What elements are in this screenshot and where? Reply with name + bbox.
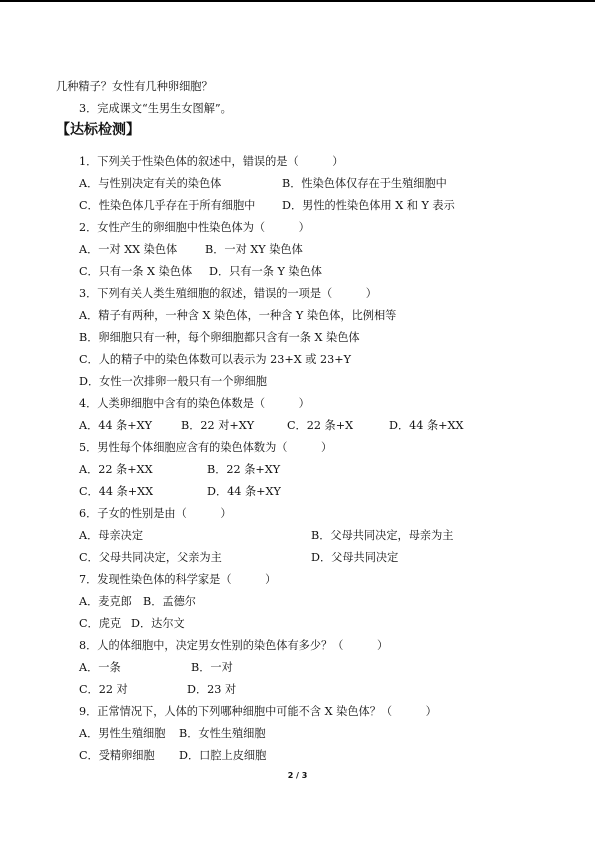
question-5-option-c: C．44 条+XX (79, 485, 154, 498)
question-3-option-a: A．精子有两种，一种含 X 染色体，一种含 Y 染色体，比例相等 (79, 309, 397, 322)
question-8-stem: 8．人的体细胞中，决定男女性别的染色体有多少？（ ） (79, 639, 389, 652)
question-7-option-a: A．麦克郎 (79, 595, 132, 608)
question-8-option-c: C．22 对 (79, 683, 128, 696)
question-1-stem: 1．下列关于性染色体的叙述中，错误的是（ ） (79, 155, 344, 168)
question-1-option-c: C．性染色体几乎存在于所有细胞中 (79, 199, 256, 212)
question-7-stem: 7．发现性染色体的科学家是（ ） (79, 573, 277, 586)
question-9-stem: 9．正常情况下，人体的下列哪种细胞中可能不含 X 染色体？（ ） (79, 705, 437, 718)
question-7-option-b: B．孟德尔 (143, 595, 196, 608)
question-3-option-c: C．人的精子中的染色体数可以表示为 23+X 或 23+Y (79, 353, 351, 366)
question-1-option-a: A．与性别决定有关的染色体 (79, 177, 222, 190)
question-2-option-b: B．一对 XY 染色体 (205, 243, 303, 256)
question-5-option-d: D．44 条+XY (207, 485, 281, 498)
question-9-option-d: D．口腔上皮细胞 (179, 749, 267, 762)
intro-line-1: 几种精子？女性有几种卵细胞？ (56, 80, 213, 93)
question-9-option-c: C．受精卵细胞 (79, 749, 155, 762)
question-4-option-b: B．22 对+XY (181, 419, 255, 432)
question-5-option-a: A．22 条+XX (79, 463, 153, 476)
question-9-option-b: B．女性生殖细胞 (179, 727, 266, 740)
question-8-option-a: A．一条 (79, 661, 121, 674)
intro-line-2: 3．完成课文“生男生女图解”。 (79, 102, 232, 115)
question-4-option-c: C．22 条+X (287, 419, 354, 432)
page-number: 2 / 3 (287, 771, 308, 780)
question-7-option-d: D．达尔文 (131, 617, 185, 630)
question-6-option-a: A．母亲决定 (79, 529, 144, 542)
question-6-option-c: C．父母共同决定，父亲为主 (79, 551, 222, 564)
section-title: 【达标检测】 (56, 122, 140, 138)
question-1-option-d: D．男性的性染色体用 X 和 Y 表示 (282, 199, 455, 212)
question-8-option-d: D．23 对 (187, 683, 237, 696)
question-4-option-a: A．44 条+XY (79, 419, 152, 432)
question-6-option-b: B．父母共同决定，母亲为主 (311, 529, 454, 542)
question-2-option-c: C．只有一条 X 染色体 (79, 265, 193, 278)
question-3-stem: 3．下列有关人类生殖细胞的叙述，错误的一项是（ ） (79, 287, 377, 300)
question-2-stem: 2．女性产生的卵细胞中性染色体为（ ） (79, 221, 310, 234)
question-2-option-d: D．只有一条 Y 染色体 (209, 265, 322, 278)
question-5-option-b: B．22 条+XY (207, 463, 281, 476)
question-1-option-b: B．性染色体仅存在于生殖细胞中 (282, 177, 447, 190)
question-5-stem: 5．男性每个体细胞应含有的染色体数为（ ） (79, 441, 333, 454)
question-3-option-d: D．女性一次排卵一般只有一个卵细胞 (79, 375, 267, 388)
header-rule (0, 0, 595, 2)
question-4-option-d: D．44 条+XX (389, 419, 464, 432)
question-3-option-b: B．卵细胞只有一种，每个卵细胞都只含有一条 X 染色体 (79, 331, 360, 344)
question-2-option-a: A．一对 XX 染色体 (79, 243, 178, 256)
question-9-option-a: A．男性生殖细胞 (79, 727, 166, 740)
question-6-stem: 6．子女的性别是由（ ） (79, 507, 232, 520)
question-4-stem: 4．人类卵细胞中含有的染色体数是（ ） (79, 397, 310, 410)
question-8-option-b: B．一对 (191, 661, 233, 674)
question-7-option-c: C．虎克 (79, 617, 122, 630)
question-6-option-d: D．父母共同决定 (311, 551, 399, 564)
